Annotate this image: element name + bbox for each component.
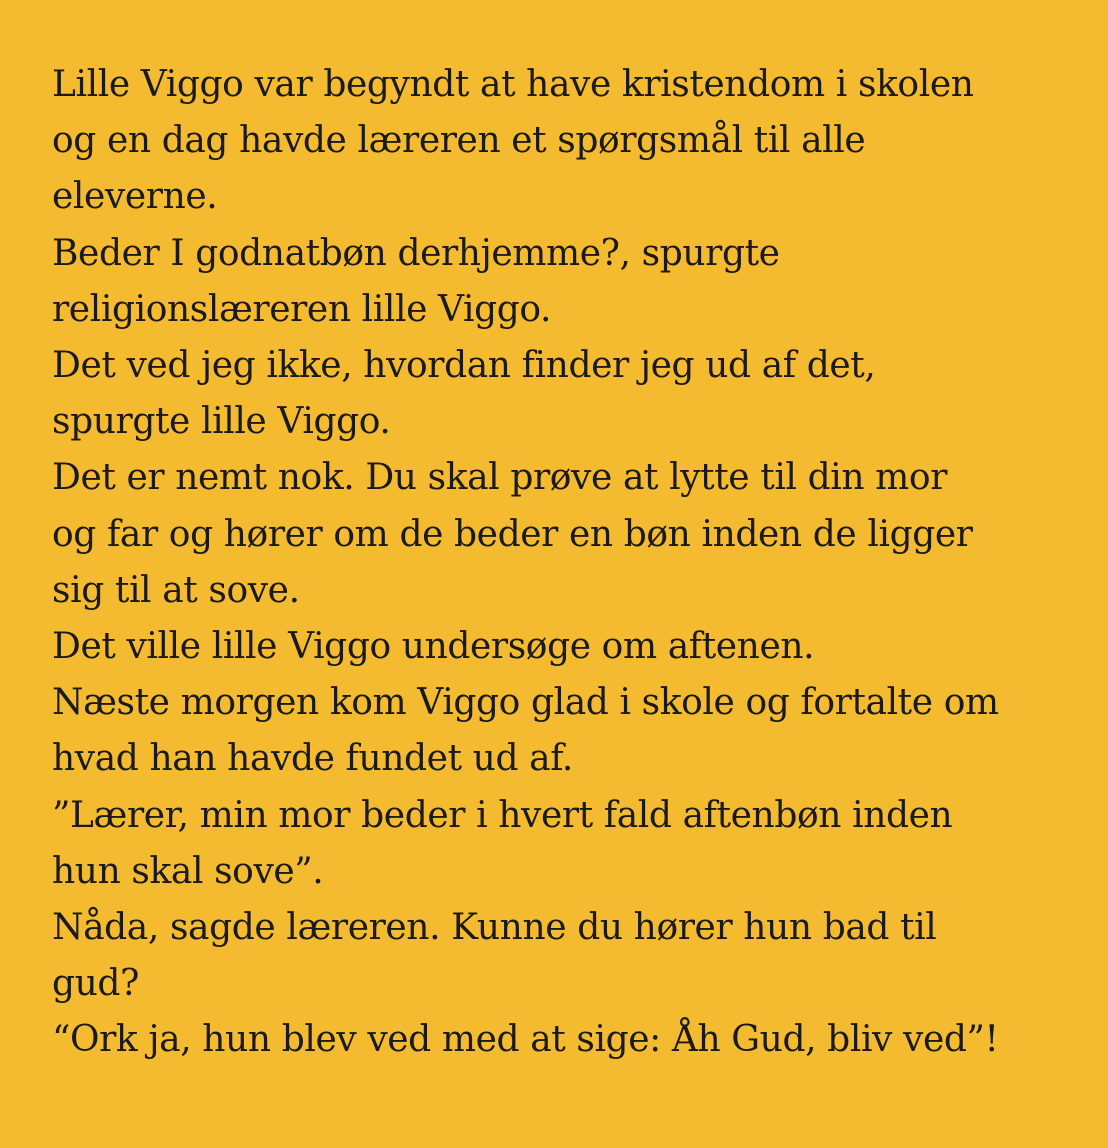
story-line: Nåda, sagde læreren. Kunne du hører hun bad til	[52, 907, 937, 949]
story-line: Det ved jeg ikke, hvordan finder jeg ud af det,	[52, 345, 876, 387]
story-line: eleverne.	[52, 176, 218, 218]
story-line: Beder I godnatbøn derhjemme?, spurgte	[52, 232, 780, 274]
story-line: spurgte lille Viggo.	[52, 401, 391, 443]
story-line: hun skal sove”.	[52, 850, 324, 892]
story-line: “Ork ja, hun blev ved med at sige: Åh Gud, bliv ved”!	[52, 1019, 999, 1061]
story-line: sig til at sove.	[52, 569, 300, 611]
story-line: og en dag havde læreren et spørgsmål til alle	[52, 120, 866, 162]
story-line: Næste morgen kom Viggo glad i skole og fortalte om	[52, 682, 999, 724]
story-line: og far og hører om de beder en bøn inden de ligger	[52, 513, 973, 555]
story-line: hvad han havde fundet ud af.	[52, 738, 573, 780]
story-line: Lille Viggo var begyndt at have kristendom i skolen	[52, 64, 974, 105]
story-line: religionslæreren lille Viggo.	[52, 288, 552, 330]
story-line: gud?	[52, 963, 139, 1005]
story-line: Det er nemt nok. Du skal prøve at lytte til din mor	[52, 457, 947, 499]
story-line: ”Lærer, min mor beder i hvert fald aftenbøn inden	[52, 794, 953, 836]
story-text	[52, 57, 1092, 1069]
story-line: Det ville lille Viggo undersøge om aftenen.	[52, 626, 815, 668]
